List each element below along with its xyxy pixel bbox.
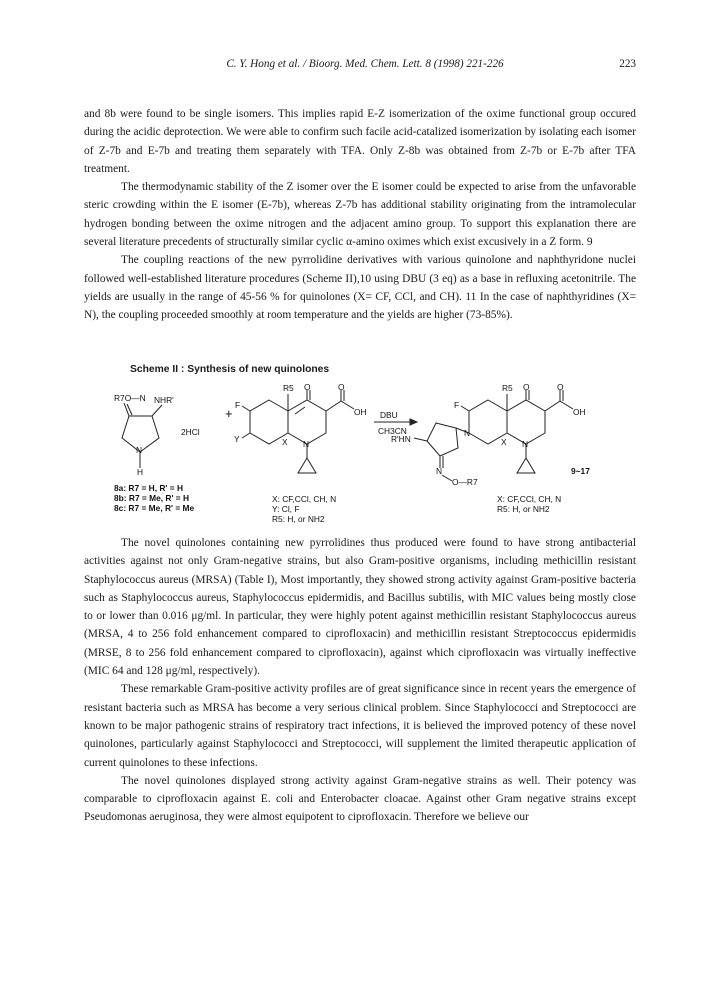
scheme-title: Scheme II : Synthesis of new quinolones <box>130 364 330 375</box>
product-ring-b <box>507 400 545 444</box>
atom-label-n: N <box>464 428 471 438</box>
atom-label-nhr: NHR' <box>154 395 174 405</box>
legend-line: R5: H, or NH2 <box>272 514 325 524</box>
atom-label-n: N <box>136 445 143 455</box>
starting-material-legend <box>114 483 194 513</box>
atom-label-r5: R5 <box>283 383 294 393</box>
salt-label: 2HCl <box>181 427 200 437</box>
atom-label-oh: OH <box>354 407 367 417</box>
reaction-scheme <box>84 378 636 528</box>
legend-line: Y: Cl, F <box>272 504 300 514</box>
compound-range-label: 9~17 <box>571 466 590 476</box>
legend-line: X: CF,CCl, CH, N <box>497 494 562 504</box>
reagent-dbu: DBU <box>380 410 398 420</box>
cyclopropyl-ring <box>298 458 316 473</box>
reagent-solvent: CH3CN <box>378 426 407 436</box>
journal-citation: C. Y. Hong et al. / Bioorg. Med. Chem. Lett. 8 (1998) 221-226 <box>226 58 504 70</box>
atom-label-o: O <box>523 382 530 392</box>
legend-line: 8a: R7 = H, R' = H <box>114 483 184 493</box>
legend-line: X: CF,CCl, CH, N <box>272 494 337 504</box>
body-text-bottom <box>84 534 636 827</box>
page-number: 223 <box>619 58 636 70</box>
atom-label-y: Y <box>234 434 240 444</box>
atom-label-o-r7: O—R7 <box>452 477 478 487</box>
paragraph: and 8b were found to be single isomers. This implies rapid E-Z isomerization of the oxime functional group occured during the acidic deprotection. We were able to confirm such facile acid-catalized isomerization by isolating each isomer of Z-7b and E-7b and treating them separately with TFA. Only Z-8b was obtained from Z-7b or E-7b after TFA treatment. <box>84 108 636 175</box>
quinolone-ring-b <box>288 400 326 444</box>
paragraph: These remarkable Gram-positive activity profiles are of great significance since in recent years the emergence of resistant bacteria such as MRSA has become a very serious clinical problem. Since Staphylococci and Streptococci are known to be major pathogenic strains of respiratory tract infections, it is believed the improved potency of these novel quinolones, particularly against Staphylococci and Streptococci, will supplement the limited therapeutic application of current quinolones to these infections. <box>84 683 636 769</box>
paragraph: The thermodynamic stability of the Z isomer over the E isomer could be expected to arise from the unfavorable steric crowding within the E isomer (E-7b), whereas Z-7b has additional stability originating from the intramolecular hydrogen bonding between the oxime nitrogen and the adjacent amino group. To support this explanation there are several literature precedents of structurally similar cyclic α-amino oximes which exist excusively in a Z form. 9 <box>84 181 636 249</box>
product-cyclopropyl-ring <box>517 458 535 473</box>
atom-label-n: N <box>522 439 529 449</box>
atom-label-n: N <box>303 439 310 449</box>
legend-line: R5: H, or NH2 <box>497 504 550 514</box>
atom-label-n: N <box>436 466 443 476</box>
body-text-top <box>84 105 636 325</box>
paragraph: The coupling reactions of the new pyrrolidine derivatives with various quinolone and naphthyridone nuclei followed well-established literature procedures (Scheme II),10 using DBU (3 eq) as a base in refluxing acetonitrile. The yields are usually in the range of 45-56 % for quinolones (X= CF, CCl, and CH). 11 In the case of naphthyridines (X= N), the coupling proceeded smoothly at room temperature and the yields are higher (73-85%). <box>84 254 636 322</box>
atom-label-r5: R5 <box>502 383 513 393</box>
atom-label-h: H <box>137 467 144 477</box>
paragraph: The novel quinolones containing new pyrrolidines thus produced were found to have strong antibacterial activities against not only Gram-negative strains, but also Gram-positive organisms, including methicillin resistant Staphylococcus aureus (MRSA) (Table I), Most importantly, they showed strong activity against Gram-positive bacteria such as Staphylococcus aureus, Staphylococcus epidermidis, and Bacillus subtilis, with MIC values being mostly close to or lower than 0.016 μg/ml. In particular, they were highly potent against methicillin resistant Staphylococcus aureus (MRSA, 4 to 256 fold enhancement compared to ciprofloxacin) and methicillin resistant Streptococcus epidermidis (MRSE, 8 to 256 fold enhancement compared to ciprofloxacin), against which ciprofloxacin was virtually ineffective (MIC 64 and 128 μg/ml, respectively). <box>84 537 636 678</box>
atom-label-o: O <box>338 382 345 392</box>
atom-label-o: O <box>557 382 564 392</box>
atom-label-x: X <box>282 437 288 447</box>
atom-label-x: X <box>501 437 507 447</box>
atom-label-f: F <box>235 400 241 410</box>
product-pyrrolidine-ring <box>427 423 458 456</box>
atom-label-f: F <box>454 400 460 410</box>
paragraph: The novel quinolones displayed strong activity against Gram-negative strains as well. Their potency was comparable to ciprofloxacin against E. coli and Enterobacter cloacae. Against other Gram negative strains except Pseudomonas aeruginosa, they were almost equipotent to ciprofloxacin. Therefore we believe our <box>84 774 636 824</box>
legend-line: 8c: R7 = Me, R' = Me <box>114 503 195 513</box>
atom-label-r7o-n: R7O—N <box>114 393 146 403</box>
plus-sign: + <box>225 406 233 421</box>
atom-label-o: O <box>304 382 311 392</box>
legend-line: 8b: R7 = Me, R' = H <box>114 493 190 503</box>
atom-label-rhn: R'HN <box>391 434 411 444</box>
product-legend <box>497 494 561 514</box>
atom-label-oh: OH <box>573 407 586 417</box>
quinolone-legend <box>272 494 336 524</box>
